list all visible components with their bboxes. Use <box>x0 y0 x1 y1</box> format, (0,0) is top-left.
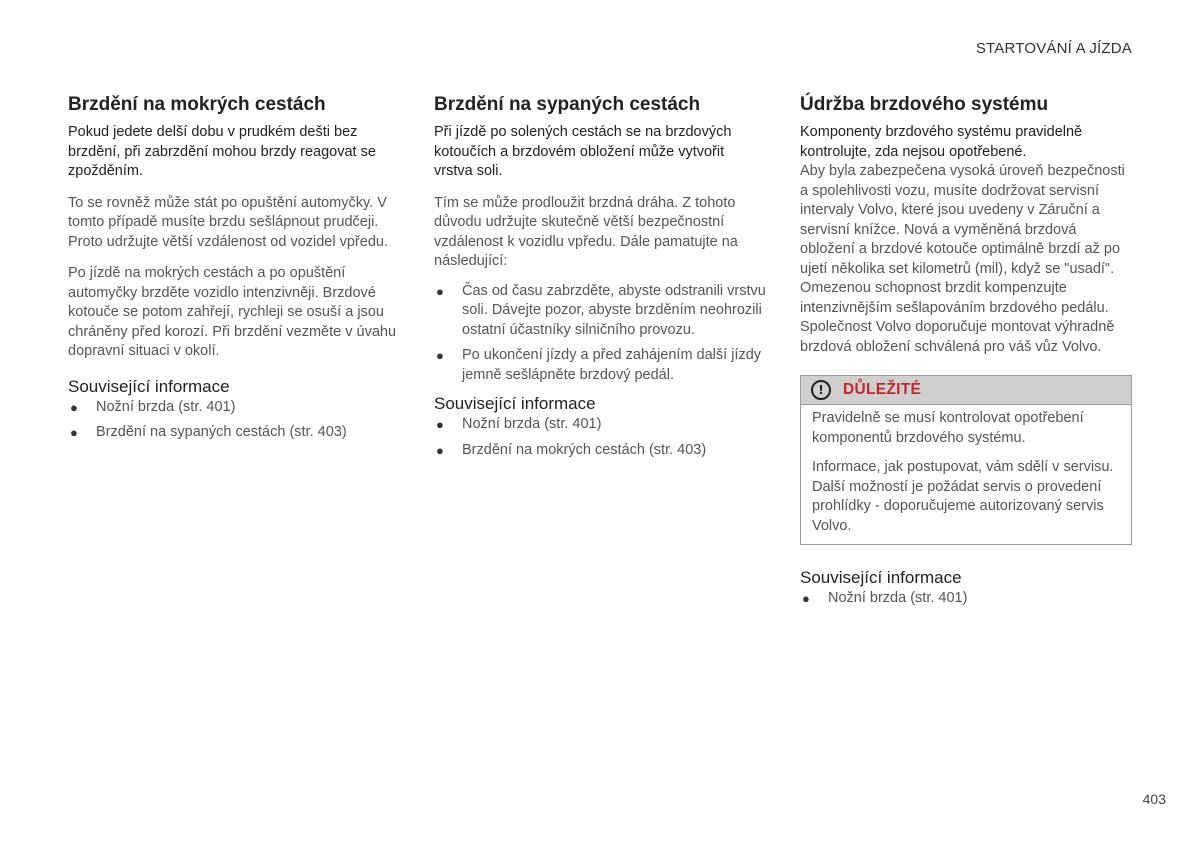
related-link-item[interactable] <box>68 398 400 418</box>
related-link-item[interactable] <box>800 589 1132 609</box>
bullet-icon: ● <box>436 283 444 299</box>
paragraph: Informace, jak postupovat, vám sdělí v servisu. Další možností je požádat servis o provedení prohlídky - doporučujeme autorizovaný servis Volvo. <box>812 459 1114 534</box>
related-link-text[interactable]: Brzdění na sypaných cestách (str. 403) <box>96 424 347 440</box>
important-notice <box>800 375 1132 545</box>
related-info-list <box>434 415 766 460</box>
related-link-item[interactable] <box>434 441 766 461</box>
bullet-icon: ● <box>70 399 78 415</box>
related-link-text[interactable]: Nožní brzda (str. 401) <box>462 416 602 432</box>
important-notice-header <box>801 376 1131 405</box>
bullet-icon: ● <box>436 417 444 432</box>
section-wet-roads <box>68 93 400 449</box>
related-info-heading: Související informace <box>800 568 962 587</box>
bullet-icon: ● <box>436 442 444 458</box>
important-label: DŮLEŽITÉ <box>843 381 922 398</box>
list-item <box>434 346 766 385</box>
bullet-icon: ● <box>802 591 810 606</box>
list-item-text: Čas od času zabrzděte, abyste odstranili vrstvu soli. Dávejte pozor, abyste brzděním neohrozili ostatní účastníky silničního provozu. <box>462 282 766 338</box>
related-link-text[interactable]: Nožní brzda (str. 401) <box>96 398 236 415</box>
list-item <box>434 282 766 341</box>
bullet-icon: ● <box>436 348 444 363</box>
section-title: Údržba brzdového systému <box>800 94 1049 115</box>
important-notice-body <box>801 405 1131 544</box>
paragraph: To se rovněž může stát po opuštění automyčky. V tomto případě musíte brzdu sešlápnout prudčeji. Proto udržujte větší vzdálenost od vozidel vpředu. <box>68 194 388 250</box>
page-number: 403 <box>1142 791 1166 807</box>
related-info-heading: Související informace <box>68 376 230 396</box>
paragraph: Po jízdě na mokrých cestách a po opuštění automyčky brzděte vozidlo intenzivněji. Brzdové kotouče se potom zahřejí, rychleji se osuší a jsou chráněny před korozí. Při brzdění vezměte v úvahu dopravní situaci v okolí. <box>68 265 397 359</box>
section-header: STARTOVÁNÍ A JÍZDA <box>975 40 1132 57</box>
related-info-list <box>800 589 1132 609</box>
section-salted-roads <box>434 93 766 466</box>
paragraph: Aby byla zabezpečena vysoká úroveň bezpečnosti a spolehlivosti vozu, musíte dodržovat servisní intervaly Volvo, které jsou uvedeny v Záruční a servisní knížce. Nová a vyměněná brzdová obložení a brzdové kotouče optimálně brzdí až po ujetí několika set kilometrů (mil), když se "usadí". Omezenou schopnost brzdit kompenzujte intenzivnějším sešlapováním brzdového pedálu. Společnost Volvo doporučuje montovat výhradně brzdová obložení schválená pro váš vůz Volvo. <box>800 163 1125 355</box>
section-brake-maintenance <box>800 93 1132 615</box>
related-link-text[interactable]: Brzdění na mokrých cestách (str. 403) <box>462 441 707 458</box>
related-link-item[interactable] <box>434 415 766 435</box>
related-link-text[interactable]: Nožní brzda (str. 401) <box>828 590 968 606</box>
bullet-list <box>434 282 766 386</box>
section-lead: Komponenty brzdového systému pravidelně kontrolujte, zda nejsou opotřebené. <box>800 124 1083 160</box>
section-title: Brzdění na mokrých cestách <box>68 94 326 115</box>
bullet-icon: ● <box>70 425 78 440</box>
paragraph: Tím se může prodloužit brzdná dráha. Z tohoto důvodu udržujte skutečně větší bezpečnostní vzdálenost k vozidlu vpředu. Dále pamatujte na následující: <box>434 194 738 269</box>
section-lead: Pokud jedete delší dobu v prudkém dešti bez brzdění, při zabrzdění mohou brzdy reagovat se zpožděním. <box>68 124 376 179</box>
related-info-heading: Související informace <box>434 394 596 413</box>
paragraph: Pravidelně se musí kontrolovat opotřebení komponentů brzdového systému. <box>812 410 1084 446</box>
section-lead: Při jízdě po solených cestách se na brzdových kotoučích a brzdovém obložení může vytvořit vrstva soli. <box>434 124 732 179</box>
related-link-item[interactable] <box>68 423 400 443</box>
exclamation-icon: ! <box>811 380 831 400</box>
section-title: Brzdění na sypaných cestách <box>434 94 701 115</box>
related-info-list <box>68 398 400 443</box>
list-item-text: Po ukončení jízdy a před zahájením další jízdy jemně sešlápněte brzdový pedál. <box>462 347 762 383</box>
